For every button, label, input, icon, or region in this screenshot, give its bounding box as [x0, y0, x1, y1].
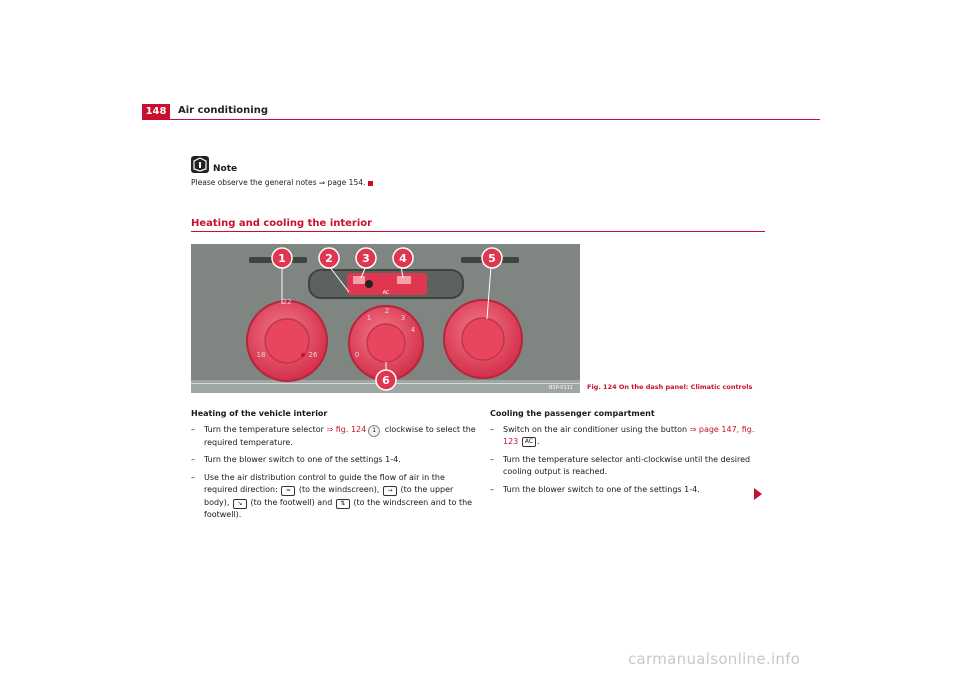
left-column — [191, 408, 476, 527]
windscreen-icon: ≈ — [281, 486, 295, 496]
blower-tick-4: 4 — [410, 326, 416, 334]
windscreen-footwell-icon: ⇅ — [336, 499, 350, 509]
note-icon — [191, 156, 209, 173]
upper-body-icon: → — [383, 486, 397, 496]
note-title: Note — [213, 164, 238, 174]
ac-led-icon — [365, 280, 373, 288]
left-step-3-a: (to the windscreen), — [296, 485, 382, 494]
right-step-2-text: Turn the temperature selector anti-clockwise until the desired cooling output is reached. — [503, 454, 751, 476]
left-heading: Heating of the vehicle interior — [191, 409, 328, 418]
left-step-3-b: (to the upper body), — [204, 485, 454, 507]
footwell-icon: ↘ — [233, 499, 247, 509]
temp-tick-22: 22 — [282, 298, 292, 306]
figure-code: B5P-0111 — [548, 385, 573, 391]
callout-1-label: 1 — [278, 252, 286, 265]
temperature-indicator — [301, 353, 305, 357]
left-step-3-d: (to the windscreen and to the footwell). — [204, 497, 473, 519]
right-heading: Cooling the passenger compartment — [490, 409, 655, 418]
header-rule — [142, 119, 820, 120]
right-step-1-post: . — [537, 437, 540, 446]
next-page-arrow-icon[interactable] — [754, 488, 762, 500]
left-step-1-post: clockwise to select the required temperature. — [204, 424, 476, 447]
note-text — [191, 178, 373, 187]
page-147-link[interactable]: ⇒ page 147, fig. 123 — [503, 424, 755, 446]
right-step-1-pre: Switch on the air conditioner using the button — [503, 424, 690, 434]
right-step-3-text: Turn the blower switch to one of the settings 1-4. — [503, 484, 700, 494]
callout-3-label: 3 — [362, 252, 370, 265]
callout-badge-1: 1 — [368, 425, 380, 437]
blower-tick-0: 0 — [354, 351, 360, 359]
callout-2-label: 2 — [325, 252, 333, 265]
dash: – — [191, 424, 195, 434]
page-number: 148 — [142, 104, 170, 120]
blower-tick-3: 3 — [400, 314, 406, 322]
right-column — [490, 408, 762, 501]
left-step-2 — [191, 454, 476, 467]
dash: – — [191, 455, 195, 464]
end-mark-icon — [368, 181, 373, 186]
fig-124-link[interactable]: ⇒ fig. 124 — [326, 424, 367, 434]
callout-5-label: 5 — [488, 252, 496, 265]
right-step-2 — [490, 454, 762, 479]
dash: – — [490, 454, 494, 464]
defrost-button — [397, 276, 411, 284]
air-distribution-knob-cap — [462, 318, 504, 360]
climate-controls-figure — [191, 244, 580, 393]
left-step-2-text: Turn the blower switch to one of the settings 1-4. — [204, 455, 401, 464]
left-step-3-c: (to the footwell) and — [248, 497, 335, 507]
section-title: Heating and cooling the interior — [191, 218, 373, 229]
right-step-3 — [490, 484, 762, 497]
callout-6-label: 6 — [382, 374, 390, 387]
note-body: Please observe the general notes ⇒ page 154. — [191, 178, 366, 187]
temp-tick-18: 18 — [256, 351, 266, 359]
section-rule — [191, 231, 765, 232]
dash: – — [490, 484, 494, 494]
figure-caption: Fig. 124 On the dash panel: Climatic controls — [587, 383, 753, 391]
blower-tick-2: 2 — [384, 307, 390, 315]
dash: – — [490, 424, 494, 434]
left-step-1-pre: Turn the temperature selector — [204, 424, 327, 434]
ac-button-label: AC — [382, 290, 390, 296]
ac-key: AC — [522, 437, 536, 447]
left-step-1 — [191, 424, 476, 450]
temp-tick-26: 26 — [308, 351, 318, 359]
left-step-3 — [191, 472, 476, 522]
blower-tick-1: 1 — [366, 314, 372, 322]
left-step-3-pre: Use the air distribution control to guide the flow of air in the required direction: — [204, 472, 445, 494]
blower-knob-cap — [367, 324, 405, 362]
header-title: Air conditioning — [178, 105, 268, 116]
callout-4-label: 4 — [399, 252, 407, 265]
recirculation-button — [353, 276, 365, 284]
dash: – — [191, 472, 195, 482]
watermark: carmanualsonline.info — [628, 650, 801, 668]
right-step-1 — [490, 424, 762, 449]
